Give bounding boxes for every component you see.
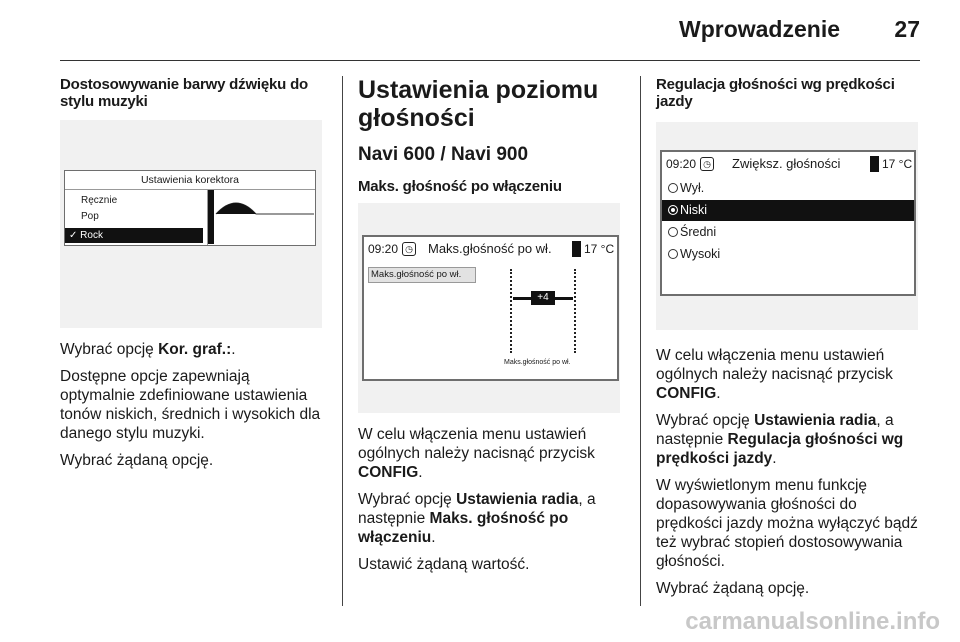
watermark: carmanualsonline.info — [685, 608, 940, 635]
instruction-text: Wybrać żądaną opcję. — [60, 452, 214, 469]
column-speed-volume — [656, 76, 921, 606]
radio-icon — [668, 249, 678, 259]
section-heading: Dostosowywanie barwy dźwięku do stylu muzyki — [60, 76, 309, 110]
equalizer-curve-panel — [207, 190, 315, 245]
setting-label[interactable]: Maks.głośność po wł. — [368, 267, 476, 283]
column-separator — [640, 76, 641, 606]
column-equalizer — [60, 76, 328, 478]
radio-icon — [668, 183, 678, 193]
fuel-icon — [572, 241, 581, 257]
section-subtitle: Navi 600 / Navi 900 — [358, 144, 529, 165]
volume-caption: Maks.głośność po wł. — [504, 359, 571, 366]
column-volume-settings — [358, 76, 620, 582]
speed-volume-option-selected[interactable]: Niski — [662, 200, 914, 221]
check-icon: ✓ — [69, 230, 81, 241]
equalizer-option-selected[interactable] — [65, 228, 203, 243]
clock-icon: ◷ — [700, 157, 714, 171]
instruction-text: Wybrać opcję Kor. graf.:. — [60, 341, 236, 358]
volume-scale-right — [574, 269, 576, 353]
header-rule — [60, 60, 920, 61]
sub-heading: Maks. głośność po włączeniu — [358, 178, 562, 195]
clock-text: 09:20 — [666, 157, 697, 171]
screen-status-bar — [364, 237, 617, 263]
speed-volume-screen-photo — [656, 122, 918, 330]
radio-selected-icon — [668, 205, 678, 215]
volume-slider[interactable]: +4 — [531, 291, 555, 305]
equalizer-curve — [208, 190, 314, 244]
instruction-text: Ustawić żądaną wartość. — [358, 556, 530, 573]
instruction-text: W celu włączenia menu ustawień ogólnych należy nacisnąć przycisk CONFIG. — [358, 426, 595, 481]
instruction-text: Wybrać żądaną opcję. — [656, 580, 810, 597]
header-title: Wprowadzenie — [678, 16, 840, 42]
equalizer-screen — [64, 170, 316, 246]
screen-status-bar — [662, 152, 914, 178]
instruction-text: Wybrać opcję Ustawienia radia, a następnie Regulacja głośności wg prędkości jazdy. — [656, 412, 904, 467]
description-text: W wyświetlonym menu funkcję dopasowywania głośności do prędkości jazdy można wyłączyć bądź też wybrać stopień dostosowywania głośności. — [656, 477, 918, 570]
section-heading: Regulacja głośności wg prędkości jazdy — [656, 76, 895, 110]
clock-text: 09:20 — [368, 242, 399, 256]
instruction-text: W celu włączenia menu ustawień ogólnych należy nacisnąć przycisk CONFIG. — [656, 347, 893, 402]
equalizer-option[interactable]: Ręcznie — [81, 195, 118, 206]
equalizer-option[interactable]: Pop — [81, 211, 99, 222]
temperature-text: 17 °C — [584, 242, 615, 256]
column-separator — [342, 76, 343, 606]
equalizer-option-label: Rock — [80, 230, 103, 241]
clock-icon: ◷ — [402, 242, 416, 256]
speed-volume-option[interactable]: Średni — [662, 222, 914, 243]
speed-volume-option[interactable]: Wysoki — [662, 244, 914, 265]
instruction-text: Wybrać opcję Ustawienia radia, a następnie Maks. głośność po włączeniu. — [358, 491, 596, 546]
max-volume-screen-photo — [358, 203, 620, 413]
radio-icon — [668, 227, 678, 237]
volume-scale-left — [510, 269, 512, 353]
screen-title: Zwiększ. głośności — [732, 156, 841, 171]
screen-title: Maks.głośność po wł. — [428, 241, 552, 256]
temperature-text: 17 °C — [882, 157, 913, 171]
page-number: 27 — [894, 16, 920, 42]
max-volume-screen — [362, 235, 619, 381]
speed-volume-screen — [660, 150, 916, 296]
equalizer-screen-title: Ustawienia korektora — [140, 174, 240, 186]
volume-value: 4 — [543, 292, 549, 303]
equalizer-screen-photo — [60, 120, 322, 328]
description-text: Dostępne opcje zapewniają optymalnie zdefiniowane ustawienia tonów niskich, średnich i wysokich dla danego stylu muzyki. — [60, 368, 321, 442]
section-title: Ustawienia poziomu głośności — [358, 76, 599, 132]
fuel-icon — [870, 156, 879, 172]
speed-volume-option[interactable]: Wył. — [662, 178, 914, 199]
